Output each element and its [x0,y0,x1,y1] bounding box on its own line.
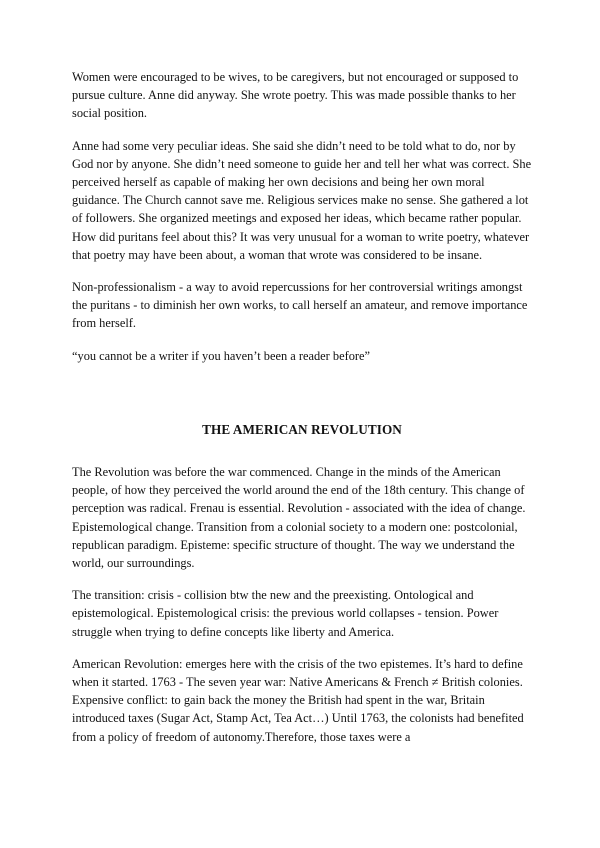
paragraph-revolution-intro: The Revolution was before the war commenced. Change in the minds of the American people, of how they perceived the world around the end of the 18th century. This change of perception was radical. Frenau is essential. Revolution - associated with the idea of change. Epistemological change. Transition from a colonial society to a modern one: postcolonial, republican paradigm. Episteme: specific structure of thought. The way we understand the world, our surroundings. [72,465,526,571]
paragraph-women-roles: Women were encouraged to be wives, to be caregivers, but not encouraged or supposed to pursue culture. Anne did anyway. She wrote poetry. This was made possible thanks to her social position. [72,70,519,121]
paragraph-american-revolution: American Revolution: emerges here with the crisis of the two epistemes. It’s hard to define when it started. 1763 - The seven year war: Native Americans & French ≠ British colonies. [72,656,523,690]
paragraph-transition: The transition: crisis - collision btw the new and the preexisting. Ontological and epistemological. Epistemological crisis: the previous world collapses - tension. Power struggle when trying to define concepts like liberty and America. [72,588,499,639]
paragraph-anne-ideas: Anne had some very peculiar ideas. She said she didn’t need to be told what to do, nor by God nor by anyone. She didn’t need someone to guide her and tell her what was correct. She perceived herself as capable of making her own decisions and being her own moral guidance. The Church cannot save me. Religious services make no sense. She gathered a lot of followers. She organized meetings and exposed her ideas, which became rather popular. How did puritans feel about this? It was very unusual for a woman to write poetry, whatever that poetry may have been about, a woman that wrote was considered to be insane. [72,138,532,262]
paragraph-expensive-conflict: Expensive conflict: to gain back the money the British had spent in the war, Britain introduced taxes (Sugar Act, Stamp Act, Tea Act…) Until 1763, the colonists had benefited from a policy of freedom of autonomy.Therefore, those taxes were a [72,693,524,744]
paragraph-quote: “you cannot be a writer if you haven’t been a reader before” [72,348,371,363]
section-heading: THE AMERICAN REVOLUTION [202,421,402,437]
document-body [72,68,532,746]
paragraph-non-professionalism: Non-professionalism - a way to avoid repercussions for her controversial writings amongst the puritans - to diminish her own works, to call herself an amateur, and remove importance from herself. [72,280,528,331]
